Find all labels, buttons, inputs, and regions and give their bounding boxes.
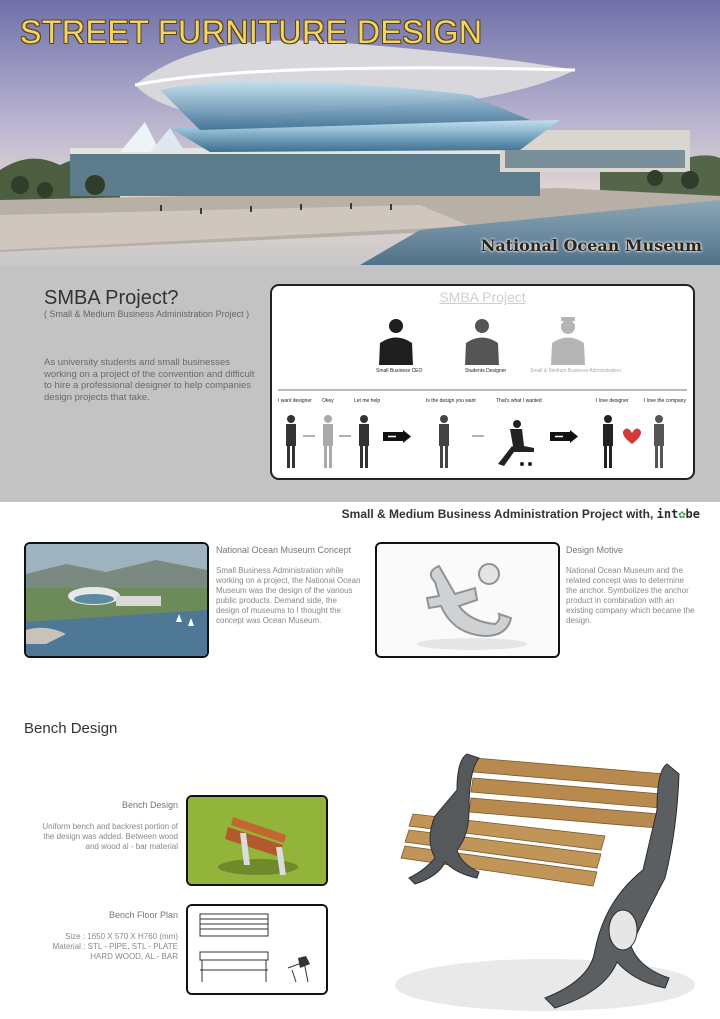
- seated-figure-icon: [498, 420, 534, 466]
- museum-aerial-photo: [24, 542, 209, 658]
- floor-plan-text: Size : 1650 X 570 X H760 (mm) Material : STL - PIPE, STL - PLATE HARD WOOD, AL - BAR: [52, 932, 178, 961]
- flow-arrow-icon: [383, 430, 411, 443]
- role-label: Small & Medium Business Administration: [530, 368, 621, 374]
- administration-figure-icon: [551, 317, 585, 365]
- step-label: I want designer: [278, 398, 312, 404]
- step-label: Let me help: [354, 398, 381, 404]
- role-label: Small Business CEO: [376, 368, 423, 374]
- smba-subtitle: ( Small & Medium Business Administration Project ): [44, 309, 250, 319]
- concept-text: Small Business Administration while working on a project, the National Ocean Museum was the design of the various public products. Demand side, the design of museums to I thought the concept was Ocean Museum.: [216, 566, 361, 625]
- role-label: Students Designer: [465, 368, 507, 374]
- motive-title: Design Motive: [566, 545, 624, 555]
- flow-arrow-icon: [550, 430, 578, 443]
- bench-section-heading: Bench Design: [24, 720, 118, 737]
- ceo-figure-icon: [379, 319, 413, 365]
- diagram-title: SMBA Project: [439, 289, 526, 305]
- step-label: That's what I wanted: [496, 398, 542, 404]
- intobe-logo: int✿be: [656, 507, 700, 521]
- bench-design-title: Bench Design: [121, 800, 178, 810]
- smba-description: As university students and small businesses working on a project of the convention and difficult to hire a professional designer to help companies design projects that take.: [44, 357, 255, 403]
- step-label: Okey: [322, 398, 334, 404]
- anchor-product-photo: [375, 542, 560, 658]
- smba-title: SMBA Project?: [44, 287, 179, 309]
- heart-icon: [623, 429, 641, 444]
- concept-title: National Ocean Museum Concept: [216, 545, 352, 555]
- step-label: I love designer: [596, 398, 629, 404]
- bench-design-text: Uniform bench and backrest portion of the design was added. Between wood and wood al - bar material: [42, 822, 178, 851]
- step-label: Is the design you want: [426, 398, 476, 404]
- step-label: I love the company: [644, 398, 686, 404]
- project-partner-text: Small & Medium Business Administration Project with,: [341, 507, 654, 521]
- bench-floor-plan-drawing: [186, 904, 328, 995]
- bench-lawn-render: [186, 795, 328, 886]
- hero-caption: National Ocean Museum: [480, 236, 702, 255]
- motive-text: National Ocean Museum and the related concept was to determine the anchor. Symbolizes the anchor product in combination with an existing company which became the design.: [566, 566, 695, 625]
- project-partner-line: [342, 507, 700, 521]
- floor-plan-title: Bench Floor Plan: [108, 910, 178, 920]
- student-figure-icon: [465, 319, 499, 365]
- hero-banner: [0, 0, 720, 265]
- smba-section: [0, 265, 720, 502]
- diagram-figures: [272, 286, 693, 478]
- poster-title: STREET FURNITURE DESIGN: [20, 14, 483, 50]
- bench-render-image: [395, 750, 700, 1015]
- smba-diagram: [270, 284, 695, 480]
- flower-icon: ✿: [678, 507, 686, 521]
